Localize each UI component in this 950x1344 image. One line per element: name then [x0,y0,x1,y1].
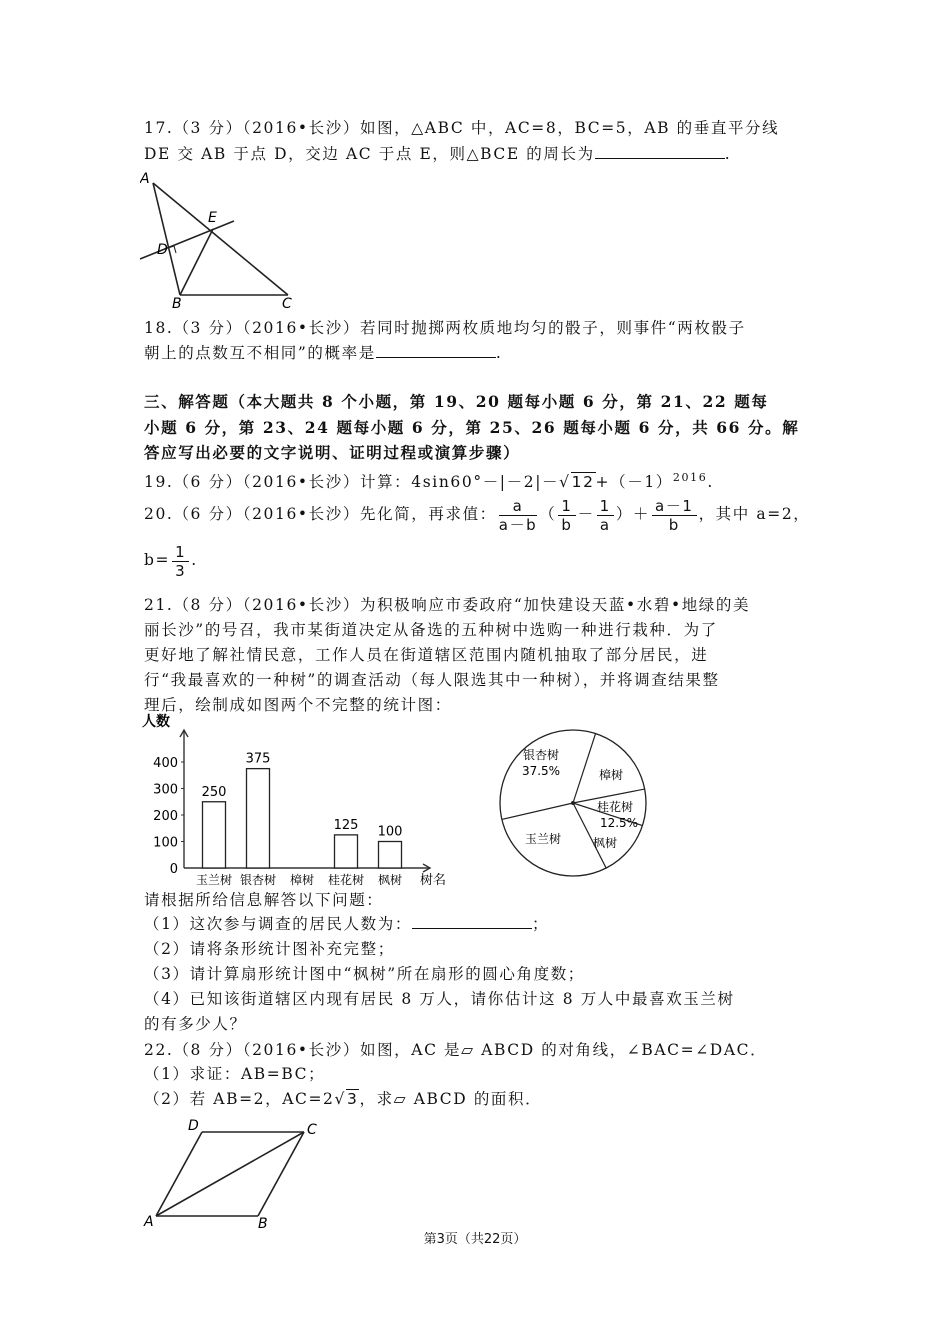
pie-percent-label: 37.5% [521,764,561,778]
pie-chart [495,725,655,885]
segment-be [180,229,213,295]
x-category-label: 枫树 [377,873,403,887]
pie-label: 枫树 [592,836,618,850]
y-axis-label: 人数 [142,714,170,730]
x-category-label: 桂花树 [327,873,365,887]
q21-part3: （3）请计算扇形统计图中“枫树”所在扇形的圆心角度数； [144,965,585,983]
label-b: B [172,296,182,310]
label-c: C [282,296,292,310]
parallelogram-figure [140,1112,340,1232]
q21-part4a: （4）已知该街道辖区内现有居民 8 万人，请你估计这 8 万人中最喜欢玉兰树 [144,990,735,1008]
q21-line5: 理后，绘制成如图两个不完整的统计图： [144,696,452,714]
label-a: A [140,171,150,187]
q21-part2: （2）请将条形统计图补充完整； [144,940,395,958]
q18-line1: 18.（3 分）（2016•长沙）若同时抛掷两枚质地均匀的骰子，则事件“两枚骰子 [144,319,746,337]
x-category-label: 玉兰树 [195,873,233,887]
section3-line3: 答应写出必要的文字说明、证明过程或演算步骤） [144,443,521,462]
pie-label: 银杏树 [522,748,560,762]
q20-line: 20.（6 分）（2016•长沙）先化简，再求值： $\frac{a}{a-b}$ （ $\frac{1}{b}$ － $\frac{1}{a}$ ）＋ $\frac{a-1}{b}$ ，其中 a=2， [144,496,811,534]
section3-line2: 小题 6 分，第 23、24 题每小题 6 分，第 25、26 题每小题 6 分，共 66 分。解 [144,418,800,437]
q21-part4b: 的有多少人？ [144,1015,247,1033]
sqrt-12: √12 [559,473,595,492]
label-b: B [258,1216,268,1232]
label-d: D [188,1118,199,1134]
pie-label: 桂花树 [596,800,634,814]
label-d: D [157,242,168,258]
q21-after: 请根据所给信息解答以下问题： [144,891,384,909]
label-a: A [144,1214,154,1230]
sqrt-3: √3 [334,1090,359,1108]
y-tick-label: 100 [153,835,178,851]
q22-part1: （1）求证：AB=BC； [144,1065,326,1083]
triangle-figure [140,165,300,310]
y-tick-label: 300 [153,782,178,798]
pie-label: 樟树 [598,768,624,782]
bar-value-label: 125 [333,817,359,833]
bar-value-label: 100 [377,824,403,840]
q22-part2: （2）若 AB=2，AC=2√3，求▱ ABCD 的面积． [144,1090,543,1108]
pie-center [571,801,575,805]
fraction-1-over-3: $\frac{1}{3}$ [172,543,189,580]
pie-percent-label: 12.5% [599,816,639,830]
bar-银杏树 [247,769,270,868]
x-category-label: 樟树 [289,873,315,887]
bar-玉兰树 [203,802,226,868]
q21-part1: （1）这次参与调查的居民人数为： ； [144,915,550,933]
page-footer: 第3页（共22页） [423,1232,527,1247]
q17-line2: DE 交 AB 于点 D，交边 AC 于点 E，则△BCE 的周长为 . [144,145,732,163]
y-tick-label: 0 [169,862,178,877]
bar-value-label: 375 [245,751,271,767]
answer-blank [376,343,496,358]
q20-b-value: b= $\frac{1}{3}$ . [144,542,198,580]
q21-line1: 21.（8 分）（2016•长沙）为积极响应市委政府“加快建设天蓝•水碧•地绿的美 [144,596,751,614]
q21-line4: 行“我最喜欢的一种树”的调查活动（每人限选其中一种树），并将调查结果整 [144,671,720,689]
q21-line2: 丽长沙”的号召，我市某街道决定从备选的五种树中选购一种进行栽种．为了 [144,621,718,639]
section3-line1: 三、解答题（本大题共 8 个小题，第 19、20 题每小题 6 分，第 21、22 题每 [144,392,769,411]
fraction-a-minus-1-over-b: $\frac{a-1}{b}$ [652,497,697,534]
fraction-a-over-a-minus-b: $\frac{a}{a-b}$ [498,496,538,534]
y-tick-label: 400 [153,756,178,771]
segment-ab [153,183,180,295]
y-tick-label: 200 [153,809,178,824]
q17-line1: 17.（3 分）（2016•长沙）如图，△ABC 中，AC=8，BC=5，AB 的垂直平分线 [144,119,780,137]
answer-blank [595,144,725,159]
q22-line1: 22.（8 分）（2016•长沙）如图，AC 是▱ ABCD 的对角线，∠BAC=∠DAC． [144,1041,768,1059]
answer-blank [412,914,532,929]
label-c: C [307,1122,317,1138]
bar-chart [140,710,470,890]
label-e: E [208,210,217,226]
bar-枫树 [379,842,402,869]
segment-ac [153,183,288,295]
x-axis-label: 树名 [420,873,447,888]
q21-line3: 更好地了解社情民意，工作人员在街道辖区范围内随机抽取了部分居民，进 [144,646,709,664]
fraction-1-over-a: $\frac{1}{a}$ [597,497,614,534]
pie-label: 玉兰树 [524,832,562,846]
q19-line: 19.（6 分）（2016•长沙）计算：$4\sin 60^\circ-|-2|-√12+(-1)^{2016}$. [144,471,714,492]
q18-line2: 朝上的点数互不相同”的概率是 . [144,344,503,362]
bar-value-label: 250 [201,784,227,800]
x-category-label: 银杏树 [239,873,277,887]
bar-桂花树 [335,835,358,868]
fraction-1-over-b: $\frac{1}{b}$ [558,497,575,534]
segment-de-line [140,221,234,259]
